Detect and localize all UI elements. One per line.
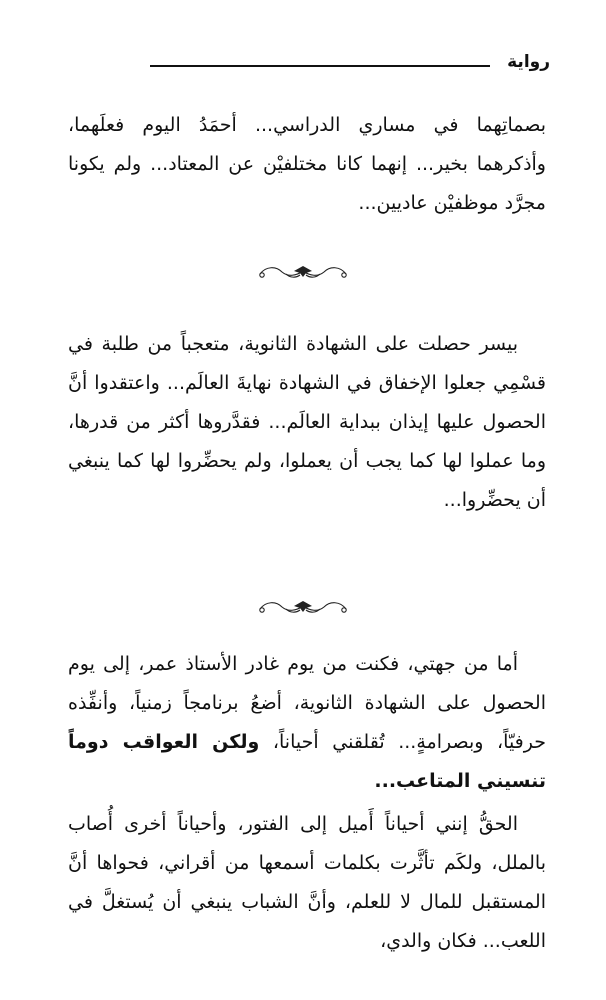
floral-divider-icon (256, 597, 350, 617)
header-rule (150, 65, 490, 67)
paragraph-3 (68, 645, 546, 801)
paragraph-2: بيسر حصلت على الشهادة الثانوية، متعجباً من طلبة في قسْمِي جعلوا الإخفاق في الشهادة نهايةَ العالَم... واعتقدوا أنَّ الحصول عليها إيذان ببداية العالَم... فقدَّروها أكثر من قدرها، وما عملوا لها كما يجب أن يعملوا، ولم يحضِّروا لها كما ينبغي أن يحضِّروا... (68, 333, 546, 511)
header-title: رواية (507, 52, 550, 72)
paragraph-4: الحقُّ إنني أحياناً أَميل إلى الفتور، وأحياناً أخرى أُصاب بالملل، ولكَم تأثَّرت بكلمات أسمعها من أقراني، فحواها أنَّ المستقبل للمال لا للعلم، وأنَّ الشباب ينبغي أن يُستغلَّ في اللعب... فكان والدي، (68, 813, 546, 952)
running-header (150, 50, 550, 80)
paragraph-1: بصماتِهما في مساري الدراسي... أحمَدُ اليوم فعلَهما، وأذكرهما بخير... إنهما كانا مختلفيْن عن المعتاد... ولم يكونا مجرَّد موظفيْن عاديين... (68, 114, 546, 214)
floral-divider-icon (256, 262, 350, 282)
paragraph-3-bold: ولكن العواقب دوماً تنسيني المتاعب... (68, 731, 546, 792)
paragraph-3-text: أما من جهتي، فكنت من يوم غادر الأستاذ عمر، إلى يوم الحصول على الشهادة الثانوية، أضعُ برنامجاً زمنياً، وأنفِّذه حرفيّاً، وبصرامةٍ... تُقلقني أحياناً، (68, 653, 546, 753)
